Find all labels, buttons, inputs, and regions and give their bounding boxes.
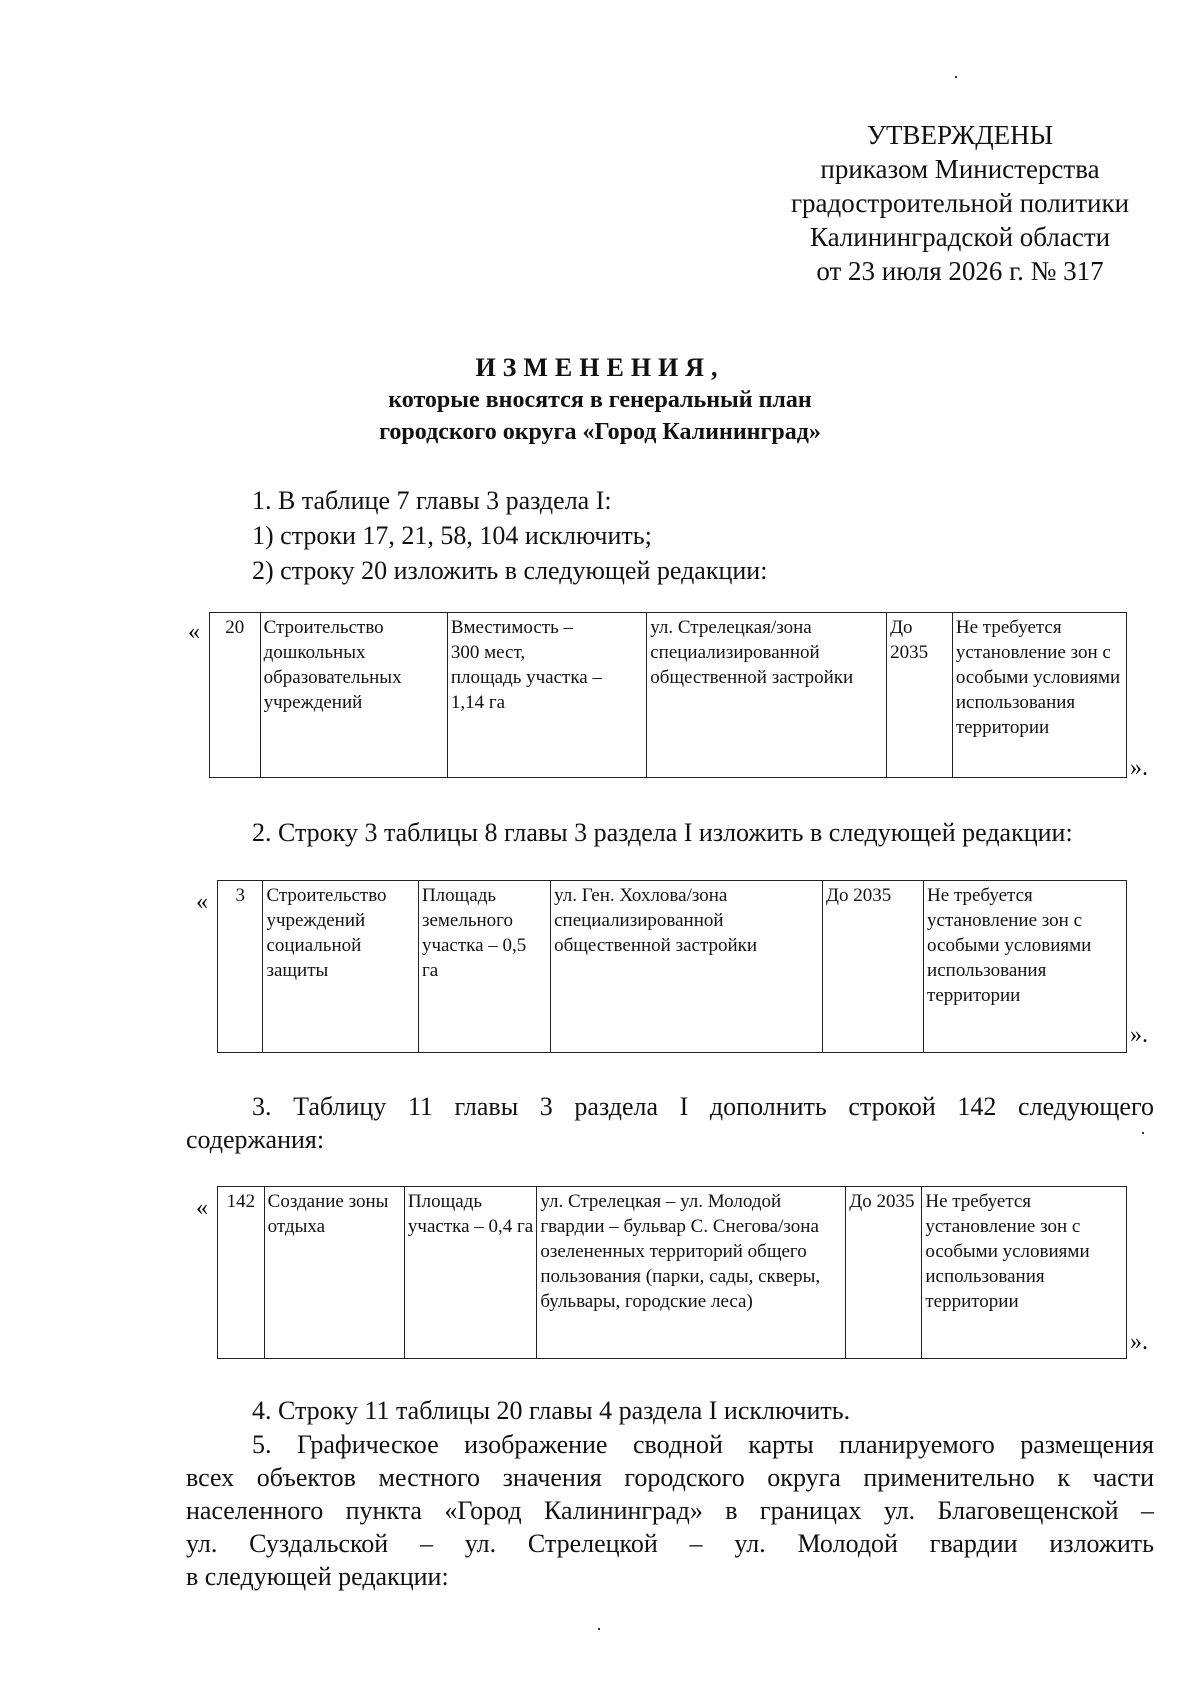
table3-cell-name: Создание зоны отдыха (264, 1187, 404, 1359)
table3-close-quote: ». (1130, 1329, 1148, 1355)
table1-cell-params (447, 613, 646, 778)
table-row (210, 613, 1127, 778)
table1-close-quote: ». (1130, 755, 1148, 781)
table2-open-quote: « (196, 889, 208, 915)
table1-open-quote: « (188, 619, 200, 645)
item1-sub1: 1) строки 17, 21, 58, 104 исключить; (252, 521, 652, 550)
document-title (200, 352, 1000, 448)
table1-param-line: 1,14 га (450, 692, 506, 713)
table2-close-quote: ». (1130, 1022, 1148, 1048)
table1-param-line: Вместимость – (450, 617, 573, 638)
item4-text: 4. Строку 11 таблицы 20 главы 4 раздела I исключить. (252, 1396, 851, 1425)
approval-block (780, 118, 1140, 288)
title-subline-1: которые вносятся в генеральный план (388, 387, 812, 413)
table1-param-line: площадь участка – (450, 667, 602, 688)
table1-cell-name: Строительство дошкольных образовательных учреждений (260, 613, 447, 778)
table1-cell-term: До 2035 (887, 613, 953, 778)
table3-cell-location: ул. Стрелецкая – ул. Молодой гвардии – бульвар С. Снегова/зона озелененных территорий общего пользования (парки, сады, скверы, бульвары, городские леса) (537, 1187, 846, 1359)
table1-cell-num: 20 (210, 613, 261, 778)
item5-line: населенного пункта «Город Калининград» в границах ул. Благовещенской – (186, 1496, 1154, 1525)
table-row (218, 1187, 1127, 1359)
title-subline-2: городского округа «Город Калининград» (379, 419, 821, 445)
table1-cell-location: ул. Стрелецкая/зона специализированной общественной застройки (647, 613, 887, 778)
approval-region-line: Калининградской области (809, 222, 1111, 252)
item1-sub2: 2) строку 20 изложить в следующей редакции: (252, 556, 768, 585)
table3 (217, 1186, 1127, 1359)
item1-intro: 1. В таблице 7 главы 3 раздела I: (252, 486, 612, 515)
approval-date-line: от 23 июля 2026 г. № 317 (816, 256, 1104, 286)
approval-order-line: приказом Министерства (820, 154, 1100, 184)
item5-line: в следующей редакции: (186, 1562, 449, 1591)
approval-ministry-line: градостроительной политики (790, 188, 1130, 218)
table2-cell-term: До 2035 (823, 881, 924, 1053)
table3-cell-term: До 2035 (846, 1187, 922, 1359)
title-main: ИЗМЕНЕНИЯ, (475, 353, 725, 382)
scan-speck (955, 76, 957, 78)
table3-cell-num: 142 (218, 1187, 265, 1359)
item3-line: содержания: (186, 1125, 325, 1154)
table1 (209, 612, 1127, 778)
item5-line: всех объектов местного значения городского округа применительно к части (186, 1463, 1154, 1492)
table2-cell-num: 3 (218, 881, 263, 1053)
table2 (217, 880, 1127, 1053)
table3-cell-params: Площадь участка – 0,4 га (404, 1187, 536, 1359)
approval-heading: УТВЕРЖДЕНЫ (866, 120, 1054, 150)
table3-cell-zones: Не требуется установление зон с особыми условиями использования территории (922, 1187, 1127, 1359)
table1-cell-zones: Не требуется установление зон с особыми условиями использования территории (952, 613, 1126, 778)
table3-open-quote: « (196, 1195, 208, 1221)
item5-paragraph (186, 1428, 1154, 1593)
item5-line: ул. Суздальской – ул. Стрелецкой – ул. Молодой гвардии изложить (186, 1529, 1154, 1558)
table1-param-line: 300 мест, (450, 642, 526, 663)
table2-cell-params: Площадь земельного участка – 0,5 га (418, 881, 550, 1053)
scan-speck (1142, 1132, 1144, 1134)
item3-line: 3. Таблицу 11 главы 3 раздела I дополнить строкой 142 следующего (252, 1092, 1154, 1121)
scan-speck (598, 1628, 600, 1630)
item3-paragraph (186, 1090, 1154, 1156)
item5-line: 5. Графическое изображение сводной карты планируемого размещения (252, 1430, 1154, 1459)
table2-cell-location: ул. Ген. Хохлова/зона специализированной общественной застройки (551, 881, 823, 1053)
item2-text: 2. Строку 3 таблицы 8 главы 3 раздела I изложить в следующей редакции: (252, 818, 1073, 847)
table2-cell-name: Строительство учреждений социальной защиты (263, 881, 418, 1053)
table-row (218, 881, 1127, 1053)
table2-cell-zones: Не требуется установление зон с особыми условиями использования территории (924, 881, 1127, 1053)
